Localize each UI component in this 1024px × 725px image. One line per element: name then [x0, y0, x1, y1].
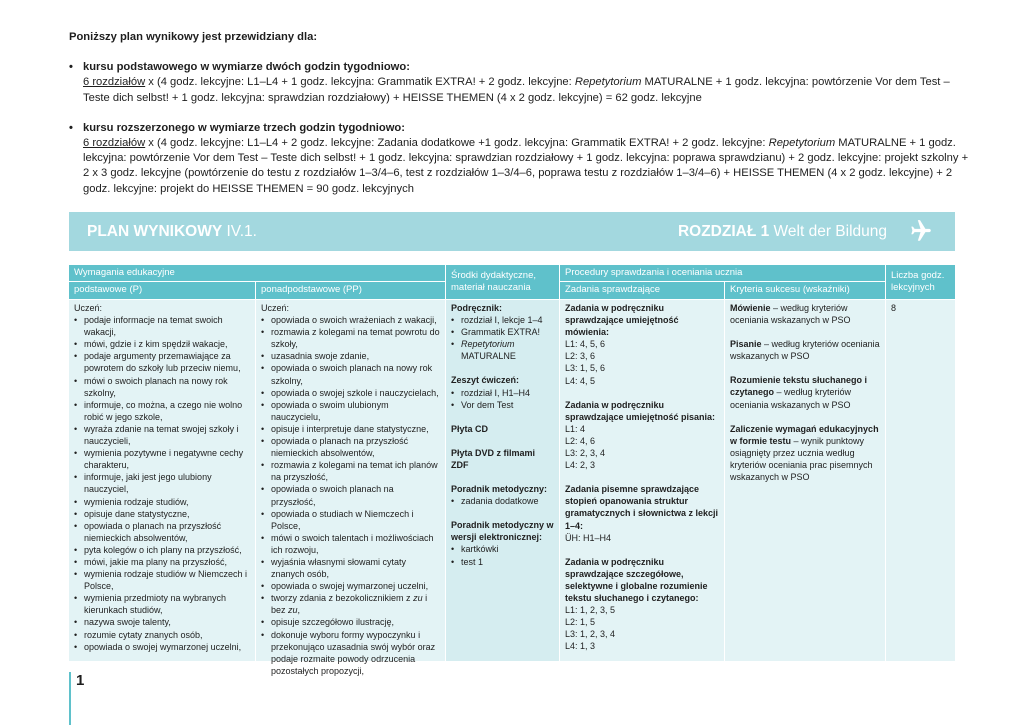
extended-course-item: • kursu rozszerzonego w wymiarze trzech godzin tygodniowo: 6 rozdziałów x (4 godz. lekcyjne: L1–L4 + 2 godz. lekcyjne: Zadania dodatkowe +1 godz. lekcyjna: Grammatik EXTRA! + 2 godz. lekcyjne: Repetytorium MATURALNE + 1 godz. lekcyjna: powtórzenie Vor dem Test – Teste dich selbst! + 1 godz. lekcyjna: sprawdzian rozdziałowy + 1 godz. lekcyjna: poprawa sprawdzianu) + 2 godz. lekcyjne: projekt szkolny + 2 x 3 godz. lekcyjne (powtórzenie do testu z rozdziałów 1–3/4–6, test z rozdziałów 1–3/4–6, poprawa testu z rozdziałów 1–3/4–6) + HEISSE THEMEN (4 x 2 godz. lekcyjne) + 2 godz. lekcyjne: projekt do HEISSE THEMEN = 90 godz. lekcyjnych [69, 121, 969, 197]
list-item: • wyjaśnia własnymi słowami cytaty znanych osób, [261, 556, 440, 580]
list-item: • opowiada o swoich planach na przyszłość, [261, 483, 440, 507]
list-item: • podaje informacje na temat swoich wakacji, [74, 314, 250, 338]
advanced-requirements: Uczeń: • opowiada o swoich wrażeniach z wakacji, • rozmawia z kolegami na temat powrotu do szkoły, • uzasadnia swoje zdanie, • opowiada o swoich planach na nowy rok szkolny, • opowiada o swojej szkole i nauczycielach, • opowiada o swoim ulubionym nauczycielu, • opisuje i interpretuje dane statystyczne, • opowiada o planach na przyszłość niemieckich absolwentów, • rozmawia z kolegami na temat ich planów na przyszłość, • opowiada o swoich planach na przyszłość, • opowiada o studiach w Niemczech i Polsce, • mówi o swoich talentach i możliwościach ich rozwoju, • wyjaśnia własnymi słowami cytaty znanych osób, • opowiada o swojej wymarzonej uczelni, • tworzy zdania z bezokolicznikiem z zu i bez zu, • opisuje szczegółowo ilustrację, • dokonuje wyboru formy wypoczynku i przekonująco uzasadnia swój wybór oraz podaje rozmaite powody odrzucenia pozostałych propozycji, [256, 300, 445, 661]
criteria-speaking: Mówienie – według kryteriów oceniania wskazanych w PSO [730, 303, 851, 326]
plan-table [69, 265, 955, 676]
list-item: • opowiada o swojej wymarzonej uczelni, [261, 580, 440, 592]
list-item: • informuje, jaki jest jego ulubiony nauczyciel, [74, 471, 250, 495]
plan-banner [69, 212, 955, 251]
list-item: • test 1 [451, 556, 554, 568]
list-item: • mówi o swoich talentach i możliwościach ich rozwoju, [261, 532, 440, 556]
header-procedures: Procedury sprawdzania i oceniania ucznia [560, 265, 885, 281]
list-item: • wymienia rodzaje studiów w Niemczech i Polsce, [74, 568, 250, 592]
extended-course-title: kursu rozszerzonego w wymiarze trzech godzin tygodniowo: [83, 121, 405, 134]
list-item: • wymienia pozytywne i negatywne cechy charakteru, [74, 447, 250, 471]
guide-label: Poradnik metodyczny: [451, 484, 548, 495]
basic-course-item: • kursu podstawowego w wymiarze dwóch godzin tygodniowo: 6 rozdziałów x (4 godz. lekcyjne: L1–L4 + 1 godz. lekcyjna: Grammatik EXTRA! + 2 godz. lekcyjne: Repetytorium MATURALNE + 1 godz. lekcyjna: powtórzenie Vor dem Test – Teste dich selbst! + 1 godz. lekcyjna: sprawdzian rozdziałowy) + HEISSE THEMEN (4 x 2 godz. lekcyjne) = 62 godz. lekcyjne [69, 60, 969, 106]
success-criteria [725, 300, 885, 661]
hours-value: 8 [891, 303, 897, 313]
airplane-icon [907, 218, 933, 244]
list-item: • tworzy zdania z bezokolicznikiem z zu i bez zu, [261, 592, 440, 616]
intro-section [69, 30, 969, 197]
basic-course-text: 6 rozdziałów x (4 godz. lekcyjne: L1–L4 + 1 godz. lekcyjna: Grammatik EXTRA! + 2 godz. lekcyjne: Repetytorium MATURALNE + 1 godz. lekcyjna: powtórzenie Vor dem Test – Teste dich selbst! + 1 godz. lekcyjna: sprawdzian rozdziałowy) + HEISSE THEMEN (4 x 2 godz. lekcyjne) = 62 godz. lekcyjne [83, 76, 950, 104]
task-line: L2: 1, 5 [565, 617, 596, 628]
list-item: • mówi, jakie ma plany na przyszłość, [74, 556, 250, 568]
chapter-title: ROZDZIAŁ 1 Welt der Bildung [677, 223, 887, 240]
page-bar [69, 672, 71, 725]
list-item: • rozmawia z kolegami na temat ich planów na przyszłość, [261, 459, 440, 483]
list-item: • Repetytorium MATURALNE [451, 338, 554, 362]
list-item: • pyta kolegów o ich plany na przyszłość, [74, 544, 250, 556]
extended-course-text: 6 rozdziałów x (4 godz. lekcyjne: L1–L4 + 2 godz. lekcyjne: Zadania dodatkowe +1 godz. lekcyjna: Grammatik EXTRA! + 2 godz. lekcyjne: Repetytorium MATURALNE + 1 godz. lekcyjna: powtórzenie Vor dem Test – Teste dich selbst! + 1 godz. lekcyjna: sprawdzian rozdziałowy + 1 godz. lekcyjna: poprawa sprawdzianu) + 2 godz. lekcyjne: projekt szkolny + 2 x 3 godz. lekcyjne (powtórzenie do testu z rozdziałów 1–3/4–6, test z rozdziałów 1–3/4–6, poprawa testu z rozdziałów 1–3/4–6) + HEISSE THEMEN (4 x 2 godz. lekcyjne) + 2 godz. lekcyjne: projekt do HEISSE THEMEN = 90 godz. lekcyjnych [83, 137, 969, 195]
list-item: • wymienia rodzaje studiów, [74, 496, 250, 508]
textbook-label: Podręcznik: [451, 303, 503, 313]
list-item: • rozdział I, H1–H4 [451, 387, 554, 399]
task-line: L4: 1, 3 [565, 641, 596, 652]
list-item: • opowiada o planach na przyszłość niemieckich absolwentów, [261, 435, 440, 459]
criteria-writing: Pisanie – według kryteriów oceniania wskazanych w PSO [730, 339, 880, 362]
list-item: • opowiada o studiach w Niemczech i Polsce, [261, 508, 440, 532]
list-item: • opowiada o swojej wymarzonej uczelni, [74, 641, 250, 653]
speaking-tasks-title: Zadania w podręczniku sprawdzające umiejętność mówienia: [565, 303, 679, 338]
task-line: ÜH: H1–H4 [565, 532, 612, 543]
basic-course-title: kursu podstawowego w wymiarze dwóch godzin tygodniowo: [83, 61, 410, 74]
list-item: • dokonuje wyboru formy wypoczynku i przekonująco uzasadnia swój wybór oraz podaje rozmaite powody odrzucenia pozostałych propozycji, [261, 629, 440, 677]
list-item: • opisuje i interpretuje dane statystyczne, [261, 423, 440, 435]
header-tasks: Zadania sprawdzające [560, 282, 724, 299]
list-item: • opisuje szczegółowo ilustrację, [261, 616, 440, 628]
list-item: • informuje, co można, a czego nie wolno robić w jego szkole, [74, 399, 250, 423]
header-criteria: Kryteria sukcesu (wskaźniki) [725, 282, 885, 299]
task-line: L3: 1, 5, 6 [565, 363, 606, 374]
task-line: L2: 3, 6 [565, 351, 596, 362]
list-item: • opowiada o swoim ulubionym nauczycielu, [261, 399, 440, 423]
task-line: L3: 1, 2, 3, 4 [565, 629, 616, 640]
task-line: L2: 4, 6 [565, 435, 596, 446]
list-item: • uzasadnia swoje zdanie, [261, 350, 440, 362]
list-item: • wyraża zdanie na temat swojej szkoły i nauczycieli, [74, 423, 250, 447]
criteria-reading: Rozumienie tekstu słuchanego i czytanego – według kryteriów oceniania wskazanych w PSO [730, 375, 868, 410]
list-item: • rozumie cytaty znanych osób, [74, 629, 250, 641]
list-item: • mówi o swoich planach na nowy rok szkolny, [74, 375, 250, 399]
intro-heading: Poniższy plan wynikowy jest przewidziany dla: [69, 31, 318, 43]
cd-label: Płyta CD [451, 423, 489, 434]
list-item: • kartkówki [451, 543, 554, 555]
list-item: • opowiada o swoich wrażeniach z wakacji, [261, 314, 440, 326]
grammar-tasks-title: Zadania pisemne sprawdzające stopień opanowania struktur gramatycznych i słownictwa z lekcji 1–4: [565, 484, 719, 531]
writing-tasks-title: Zadania w podręczniku sprawdzające umiejętność pisania: [565, 399, 716, 422]
list-item: • mówi, gdzie i z kim spędził wakacje, [74, 338, 250, 350]
header-means: Środki dydaktyczne, materiał nauczania [446, 265, 559, 299]
list-item: • wymienia przedmioty na wybranych kierunkach studiów, [74, 592, 250, 616]
hours-cell [886, 300, 955, 661]
list-item: • nazywa swoje talenty, [74, 616, 250, 628]
list-item: • zadania dodatkowe [451, 495, 554, 507]
header-requirements: Wymagania edukacyjne [69, 265, 445, 281]
plan-title: PLAN WYNIKOWY IV.1. [87, 223, 257, 240]
list-item: • opowiada o planach na przyszłość niemieckich absolwentów, [74, 520, 250, 544]
task-line: L3: 2, 3, 4 [565, 448, 606, 459]
list-item: • Vor dem Test [451, 399, 554, 411]
header-basic: podstawowe (P) [69, 282, 255, 299]
task-line: L4: 4, 5 [565, 375, 596, 386]
list-item: • opowiada o swoich planach na nowy rok szkolny, [261, 362, 440, 386]
list-item: • podaje argumenty przemawiające za powrotem do szkoły lub przeciw niemu, [74, 350, 250, 374]
basic-requirements: Uczeń: • podaje informacje na temat swoich wakacji, • mówi, gdzie i z kim spędził wakacje, • podaje argumenty przemawiające za powrotem do szkoły lub przeciw niemu, • mówi o swoich planach na nowy rok szkolny, • informuje, co można, a czego nie wolno robić w jego szkole, • wyraża zdanie na temat swojej szkoły i nauczycieli, • wymienia pozytywne i negatywne cechy charakteru, • informuje, jaki jest jego ulubiony nauczyciel, • wymienia rodzaje studiów, • opisuje dane statystyczne, • opowiada o planach na przyszłość niemieckich absolwentów, • pyta kolegów o ich plany na przyszłość, • mówi, jakie ma plany na przyszłość, • wymienia rodzaje studiów w Niemczech i Polsce, • wymienia przedmioty na wybranych kierunkach studiów, • nazywa swoje talenty, • rozumie cytaty znanych osób, • opowiada o swojej wymarzonej uczelni, [69, 300, 255, 661]
page-number: 1 [76, 672, 85, 689]
criteria-test: Zaliczenie wymagań edukacyjnych w formie testu – wynik punktowy osiągnięty przez ucznia według kryteriów oceniania prac pisemnych wskazanych w PSO [730, 423, 879, 483]
header-hours: Liczba godz. lekcyjnych [886, 265, 955, 299]
eguide-label: Poradnik metodyczny w wersji elektronicznej: [451, 520, 554, 543]
task-line: L1: 4, 5, 6 [565, 339, 606, 350]
dvd-label: Płyta DVD z filmami ZDF [451, 447, 536, 470]
list-item: • rozmawia z kolegami na temat powrotu do szkoły, [261, 326, 440, 350]
workbook-label: Zeszyt ćwiczeń: [451, 375, 520, 386]
list-item: • Grammatik EXTRA! [451, 326, 554, 338]
task-line: L1: 4 [565, 423, 586, 434]
task-line: L4: 2, 3 [565, 460, 596, 471]
task-line: L1: 1, 2, 3, 5 [565, 605, 616, 616]
check-tasks [560, 300, 724, 661]
header-advanced: ponadpodstawowe (PP) [256, 282, 445, 299]
list-item: • rozdział I, lekcje 1–4 [451, 314, 554, 326]
reading-tasks-title: Zadania w podręczniku sprawdzające szczegółowe, selektywne i globalne rozumienie tekstu słuchanego i czytanego: [565, 556, 708, 603]
list-item: • opowiada o swojej szkole i nauczycielach, [261, 387, 440, 399]
teaching-means [446, 300, 559, 661]
list-item: • opisuje dane statystyczne, [74, 508, 250, 520]
